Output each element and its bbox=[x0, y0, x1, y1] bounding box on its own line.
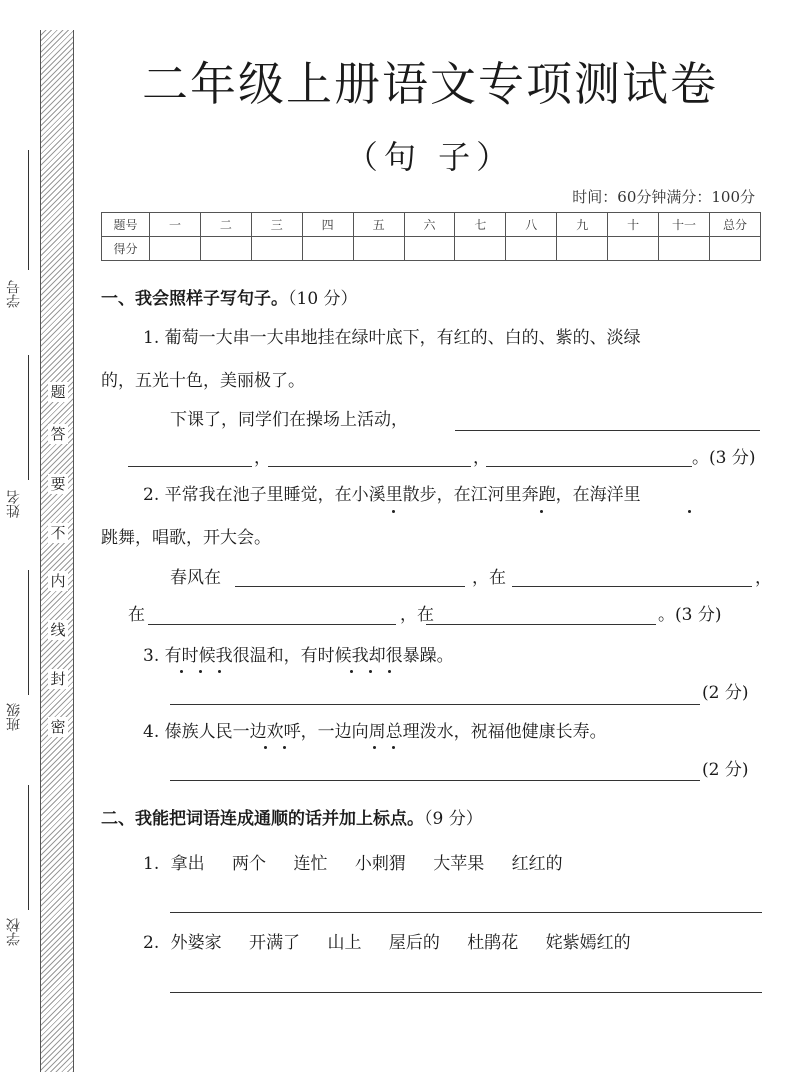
school-label: 学校 bbox=[6, 918, 22, 946]
section2-points: （9 分） bbox=[424, 809, 483, 829]
score-table-header-row bbox=[102, 213, 761, 237]
class-line[interactable] bbox=[28, 570, 29, 695]
word-item: 杜鹃花 bbox=[467, 933, 519, 953]
score-header-cell: 一 bbox=[150, 213, 201, 237]
word-item: 连忙 bbox=[293, 854, 328, 874]
seal-char: 答 bbox=[48, 424, 68, 444]
score-row-label: 得分 bbox=[102, 237, 150, 261]
emphasis-dot bbox=[350, 670, 353, 673]
class-label: 班级 bbox=[6, 703, 22, 731]
q3-text: 3. 有时候我很温和，有时候我却很暴躁。 bbox=[143, 646, 454, 666]
page-subtitle: （句 子） bbox=[345, 138, 515, 176]
word-item: 开满了 bbox=[249, 933, 301, 953]
score-cell[interactable] bbox=[200, 237, 251, 261]
score-header-cell: 十 bbox=[608, 213, 659, 237]
q1-text-line1: 1. 葡萄一大串一大串地挂在绿叶底下，有红的、白的、紫的、淡绿 bbox=[143, 328, 641, 348]
emphasis-dot bbox=[392, 746, 395, 749]
q2-end1: ， bbox=[755, 568, 772, 588]
q1-comma: ， bbox=[254, 448, 271, 468]
score-header-cell: 二 bbox=[200, 213, 251, 237]
seal-char: 要 bbox=[48, 474, 68, 494]
q1-text-line2: 的，五光十色，美丽极了。 bbox=[101, 371, 305, 391]
q1-end bbox=[692, 446, 755, 470]
s2-q2-num: 2. bbox=[143, 933, 160, 953]
word-item: 拿出 bbox=[170, 854, 205, 874]
q2-text-line2: 跳舞，唱歌，开大会。 bbox=[101, 528, 271, 548]
q2-points: (3 分) bbox=[675, 605, 722, 625]
section1-points: （10 分） bbox=[288, 289, 358, 309]
word-item: 两个 bbox=[232, 854, 267, 874]
score-header-cell: 四 bbox=[302, 213, 353, 237]
q2-prompt2: 在 bbox=[128, 605, 145, 625]
word-item: 姹紫嫣红的 bbox=[545, 933, 631, 953]
score-header-cell: 五 bbox=[353, 213, 404, 237]
q1-points: (3 分) bbox=[709, 448, 756, 468]
q2-answer-blank[interactable] bbox=[426, 624, 656, 625]
q1-answer-blank[interactable] bbox=[128, 466, 252, 467]
score-cell[interactable] bbox=[404, 237, 455, 261]
q1-answer-blank[interactable] bbox=[486, 466, 692, 467]
score-cell[interactable] bbox=[709, 237, 760, 261]
q2-end-mark: 。 bbox=[658, 605, 675, 625]
section2-heading-text: 二、我能把词语连成通顺的话并加上标点。 bbox=[101, 809, 424, 829]
seal-char: 封 bbox=[48, 669, 68, 689]
score-table bbox=[101, 212, 761, 261]
score-header-cell: 九 bbox=[557, 213, 608, 237]
emphasis-dot bbox=[283, 746, 286, 749]
emphasis-dot bbox=[392, 510, 395, 513]
q2-mid1: ，在 bbox=[472, 568, 506, 588]
score-header-cell: 题号 bbox=[102, 213, 150, 237]
score-table-score-row bbox=[102, 237, 761, 261]
q1-comma: ， bbox=[473, 448, 490, 468]
s2-q1-answer-blank[interactable] bbox=[170, 912, 762, 913]
name-line[interactable] bbox=[28, 355, 29, 480]
s2-q2-words bbox=[143, 931, 653, 955]
emphasis-dot bbox=[388, 670, 391, 673]
seal-char: 线 bbox=[48, 620, 68, 640]
q2-end2 bbox=[658, 603, 721, 627]
name-label: 姓名 bbox=[6, 490, 22, 518]
score-header-cell: 总分 bbox=[709, 213, 760, 237]
binding-margin bbox=[40, 30, 74, 1072]
emphasis-dot bbox=[180, 670, 183, 673]
score-header-cell: 六 bbox=[404, 213, 455, 237]
emphasis-dot bbox=[218, 670, 221, 673]
q1-answer-blank[interactable] bbox=[455, 430, 760, 431]
emphasis-dot bbox=[688, 510, 691, 513]
score-cell[interactable] bbox=[608, 237, 659, 261]
emphasis-dot bbox=[369, 670, 372, 673]
q2-answer-blank[interactable] bbox=[148, 624, 396, 625]
q3-answer-blank[interactable] bbox=[170, 704, 700, 705]
emphasis-dot bbox=[373, 746, 376, 749]
s2-q1-words bbox=[143, 852, 585, 876]
score-cell[interactable] bbox=[455, 237, 506, 261]
section1-heading-text: 一、我会照样子写句子。 bbox=[101, 289, 288, 309]
q1-prompt: 下课了，同学们在操场上活动， bbox=[170, 410, 408, 430]
q4-answer-blank[interactable] bbox=[170, 780, 700, 781]
word-item: 屋后的 bbox=[388, 933, 440, 953]
section1-heading bbox=[101, 287, 358, 311]
score-cell[interactable] bbox=[557, 237, 608, 261]
section2-heading bbox=[101, 807, 483, 831]
school-line[interactable] bbox=[28, 785, 29, 910]
time-info: 时间：60分钟满分：100分 bbox=[572, 188, 755, 206]
seal-char: 不 bbox=[48, 523, 68, 543]
q1-end-mark: 。 bbox=[692, 448, 709, 468]
seal-char: 题 bbox=[48, 382, 68, 402]
seal-char: 密 bbox=[48, 717, 68, 737]
q3-points: (2 分) bbox=[702, 683, 749, 703]
id-no-label: 学号 bbox=[6, 280, 22, 308]
emphasis-dot bbox=[199, 670, 202, 673]
id-no-line[interactable] bbox=[28, 150, 29, 270]
score-header-cell: 十一 bbox=[659, 213, 710, 237]
seal-char: 内 bbox=[48, 571, 68, 591]
score-cell[interactable] bbox=[150, 237, 201, 261]
word-item: 山上 bbox=[327, 933, 362, 953]
word-item: 外婆家 bbox=[170, 933, 222, 953]
s2-q1-num: 1. bbox=[143, 854, 160, 874]
q2-answer-blank[interactable] bbox=[235, 586, 465, 587]
q1-answer-blank[interactable] bbox=[268, 466, 471, 467]
emphasis-dot bbox=[264, 746, 267, 749]
word-item: 大苹果 bbox=[433, 854, 485, 874]
q4-points: (2 分) bbox=[702, 760, 749, 780]
score-cell[interactable] bbox=[251, 237, 302, 261]
emphasis-dot bbox=[540, 510, 543, 513]
q2-text-line1: 2. 平常我在池子里睡觉，在小溪里散步，在江河里奔跑，在海洋里 bbox=[143, 485, 641, 505]
score-header-cell: 七 bbox=[455, 213, 506, 237]
word-item: 红红的 bbox=[511, 854, 563, 874]
q2-prompt1: 春风在 bbox=[170, 568, 221, 588]
score-cell[interactable] bbox=[506, 237, 557, 261]
score-header-cell: 三 bbox=[251, 213, 302, 237]
q2-answer-blank[interactable] bbox=[512, 586, 752, 587]
word-item: 小刺猬 bbox=[354, 854, 406, 874]
score-cell[interactable] bbox=[302, 237, 353, 261]
q4-text: 4. 傣族人民一边欢呼，一边向周总理泼水，祝福他健康长寿。 bbox=[143, 722, 607, 742]
s2-q2-answer-blank[interactable] bbox=[170, 992, 762, 993]
score-cell[interactable] bbox=[353, 237, 404, 261]
score-cell[interactable] bbox=[659, 237, 710, 261]
score-header-cell: 八 bbox=[506, 213, 557, 237]
q2-mid2: ，在 bbox=[400, 605, 434, 625]
page-title: 二年级上册语文专项测试卷 bbox=[142, 57, 718, 111]
